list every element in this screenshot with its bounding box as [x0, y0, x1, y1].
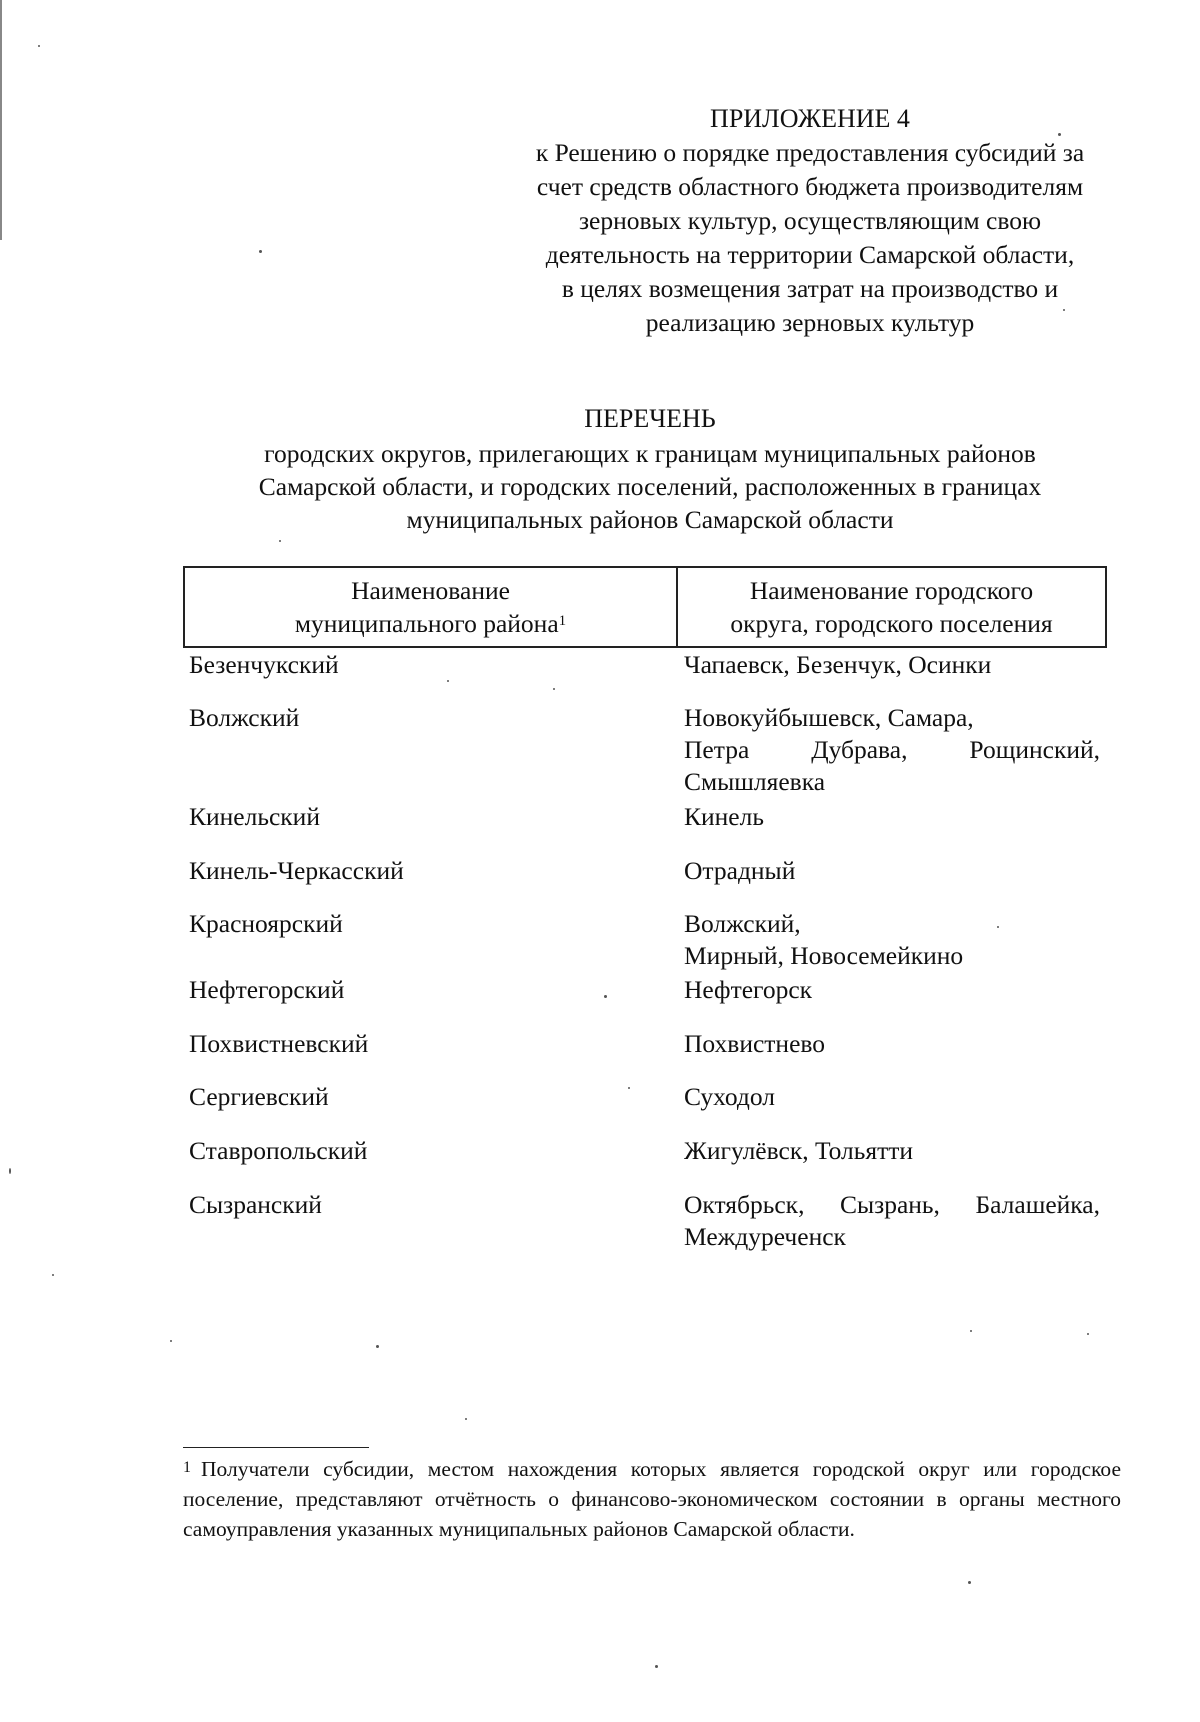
footnote-mark: 1 [183, 1459, 191, 1476]
cities-line: Новокуйбышевск, Самара, [684, 703, 974, 732]
district-name: Нефтегорский [189, 975, 345, 1004]
scan-speck [38, 45, 40, 47]
scan-speck [1058, 133, 1061, 136]
scan-speck [170, 1340, 172, 1342]
scan-speck [52, 1274, 54, 1276]
scan-speck [628, 1087, 630, 1089]
cities-cell [684, 1028, 1100, 1060]
scan-speck [376, 1345, 379, 1348]
list-subtitle-line: Самарской области, и городских поселений, расположенных в границах [258, 472, 1042, 501]
cities-cell [684, 702, 1100, 798]
district-name: Сергиевский [189, 1082, 329, 1111]
header-district-line2-text: муниципального района [294, 609, 559, 638]
header-district-column [185, 568, 678, 646]
appendix-line: к Решению о порядке предоставления субсидий за [535, 138, 1085, 167]
cities-cell [684, 974, 1100, 1006]
cities-line: Смышляевка [684, 767, 826, 796]
scan-speck [279, 540, 281, 542]
scan-speck [1087, 1333, 1089, 1335]
cities-line: Отрадный [684, 856, 796, 885]
cities-cell [684, 855, 1100, 887]
appendix-line: деятельность на территории Самарской области, [545, 240, 1075, 269]
scan-speck [447, 680, 449, 682]
list-subtitle-line: городских округов, прилегающих к границам муниципальных районов [264, 439, 1036, 468]
scan-speck [259, 250, 262, 253]
cities-line: Кинель [684, 802, 764, 831]
cities-cell [684, 1081, 1100, 1113]
appendix-title: ПРИЛОЖЕНИЕ 4 [710, 104, 910, 133]
cities-cell [684, 801, 1100, 833]
scan-speck [655, 1665, 658, 1668]
district-name: Безенчукский [189, 650, 339, 679]
appendix-line: в целях возмещения затрат на производство и [561, 274, 1059, 303]
district-name: Похвистневский [189, 1029, 369, 1058]
list-subtitle-line: муниципальных районов Самарской области [406, 505, 894, 534]
list-heading: ПЕРЕЧЕНЬ [584, 404, 716, 433]
cities-cell [684, 649, 1100, 681]
cities-line: Мирный, Новосемейкино [684, 941, 964, 970]
footnote-separator [183, 1447, 369, 1448]
scan-speck [553, 688, 555, 690]
district-name: Сызранский [189, 1190, 322, 1219]
appendix-line: счет средств областного бюджета производителям [536, 172, 1084, 201]
cities-line: Чапаевск, Безенчук, Осинки [684, 650, 992, 679]
appendix-line: зерновых культур, осуществляющим свою [578, 206, 1042, 235]
cities-cell [684, 908, 1100, 972]
scan-speck [1063, 309, 1065, 311]
footnote-text: Получатели субсидии, местом нахождения которых является городской округ или городское поселение, представляют отчётность о финансово-экономическом состоянии в органы местного самоуправления указанных муниципальных районов Самарской области. [183, 1457, 1121, 1541]
district-name: Волжский [189, 703, 300, 732]
scan-speck [970, 1330, 972, 1332]
header-cities-line1: Наименование городского [749, 576, 1034, 605]
cities-cell [684, 1189, 1100, 1253]
appendix-block [490, 102, 1130, 340]
cities-line: Нефтегорск [684, 975, 813, 1004]
scan-speck [997, 926, 999, 928]
scan-speck [604, 995, 607, 998]
header-district-line2 [185, 607, 676, 640]
header-district-line1: Наименование [351, 576, 510, 605]
header-cities-column [678, 568, 1105, 646]
cities-line: Суходол [684, 1082, 776, 1111]
footnote [183, 1454, 1121, 1544]
table-header [183, 566, 1107, 648]
list-subtitle [150, 437, 1150, 536]
cities-line: Похвистнево [684, 1029, 826, 1058]
scan-speck [968, 1581, 971, 1584]
district-name: Ставропольский [189, 1136, 368, 1165]
scan-speck [9, 1168, 11, 1174]
cities-cell [684, 1135, 1100, 1167]
appendix-line: реализацию зерновых культур [645, 308, 975, 337]
district-name: Кинель-Черкасский [189, 856, 404, 885]
footnote-reference: 1 [558, 613, 567, 629]
cities-line: Волжский, [684, 909, 801, 938]
cities-line: Петра Дубрава, Рощинский, [684, 735, 1100, 764]
cities-line: Октябрьск, Сызрань, Балашейка, [684, 1190, 1100, 1219]
header-cities-line2: округа, городского поселения [730, 609, 1053, 638]
scan-edge-mark [0, 0, 2, 240]
scan-speck [465, 1418, 467, 1420]
cities-line: Междуреченск [684, 1222, 846, 1251]
cities-line: Жигулёвск, Тольятти [684, 1136, 914, 1165]
district-name: Кинельский [189, 802, 320, 831]
district-name: Красноярский [189, 909, 343, 938]
